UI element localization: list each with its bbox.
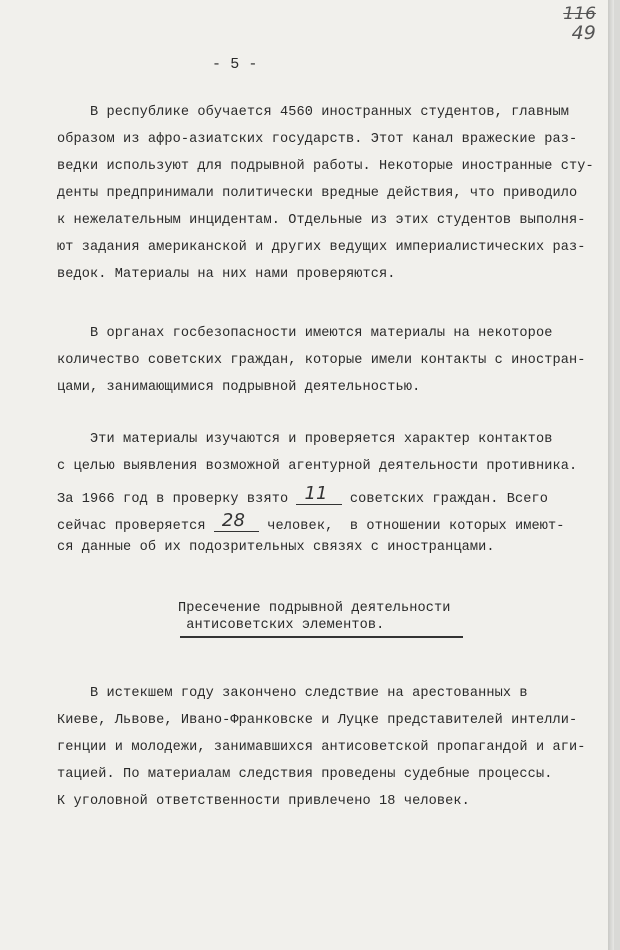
paragraph1-line: к нежелательным инцидентам. Отдельные из этих студентов выполня- <box>57 213 586 228</box>
paragraph3-line4-start: сейчас проверяется <box>57 519 214 534</box>
paragraph1-line: В республике обучается 4560 иностранных студентов, главным <box>57 105 569 120</box>
section-heading-line: Пресечение подрывной деятельности <box>178 601 451 616</box>
paragraph4-line: тацией. По материалам следствия проведены судебные процессы. <box>57 767 553 782</box>
paragraph2-line: количество советских граждан, которые имели контакты с иностран- <box>57 353 586 368</box>
paragraph3-line3-start: За 1966 год в проверку взято <box>57 492 297 507</box>
handwritten-count-checked-1966: 11 <box>296 483 341 505</box>
paragraph1-line: денты предпринимали политически вредные действия, что приводило <box>57 186 578 201</box>
paragraph3-line <box>57 510 565 535</box>
handwritten-count-under-check: 28 <box>214 510 259 532</box>
page-number: - 5 - <box>212 56 258 73</box>
paragraph3-line4-end: человек, в отношении которых имеют- <box>259 519 565 534</box>
archive-number: 49 <box>571 21 596 44</box>
page-edge <box>608 0 614 950</box>
paragraph2-line: цами, занимающимися подрывной деятельностью. <box>57 380 421 395</box>
paragraph1-line: ведок. Материалы на них нами проверяются. <box>57 267 396 282</box>
paragraph1-line: ют задания американской и других ведущих империалистических раз- <box>57 240 586 255</box>
paragraph1-line: ведки используют для подрывной работы. Некоторые иностранные сту- <box>57 159 594 174</box>
paragraph2-line: В органах госбезопасности имеются материалы на некоторое <box>57 326 553 341</box>
paragraph3-line: ся данные об их подозрительных связях с иностранцами. <box>57 540 495 555</box>
crossed-archive-number: 116 <box>563 4 596 24</box>
section-heading-line: антисоветских элементов. <box>178 618 385 633</box>
paragraph3-line: с целью выявления возможной агентурной деятельности противника. <box>57 459 578 474</box>
paragraph4-line: Киеве, Львове, Ивано-Франковске и Луцке представителей интелли- <box>57 713 578 728</box>
paragraph3-line3-end: советских граждан. Всего <box>341 492 549 507</box>
paragraph3-line: Эти материалы изучаются и проверяется характер контактов <box>57 432 553 447</box>
archive-page-numbers <box>563 6 596 44</box>
heading-underline <box>180 636 463 638</box>
paragraph4-line: К уголовной ответственности привлечено 18 человек. <box>57 794 470 809</box>
section-heading <box>178 600 451 634</box>
paragraph1-line: образом из афро-азиатских государств. Этот канал вражеские раз- <box>57 132 578 147</box>
paragraph4-line: генции и молодежи, занимавшихся антисоветской пропагандой и аги- <box>57 740 586 755</box>
paragraph4-line: В истекшем году закончено следствие на арестованных в <box>57 686 528 701</box>
paragraph3-line <box>57 483 549 508</box>
